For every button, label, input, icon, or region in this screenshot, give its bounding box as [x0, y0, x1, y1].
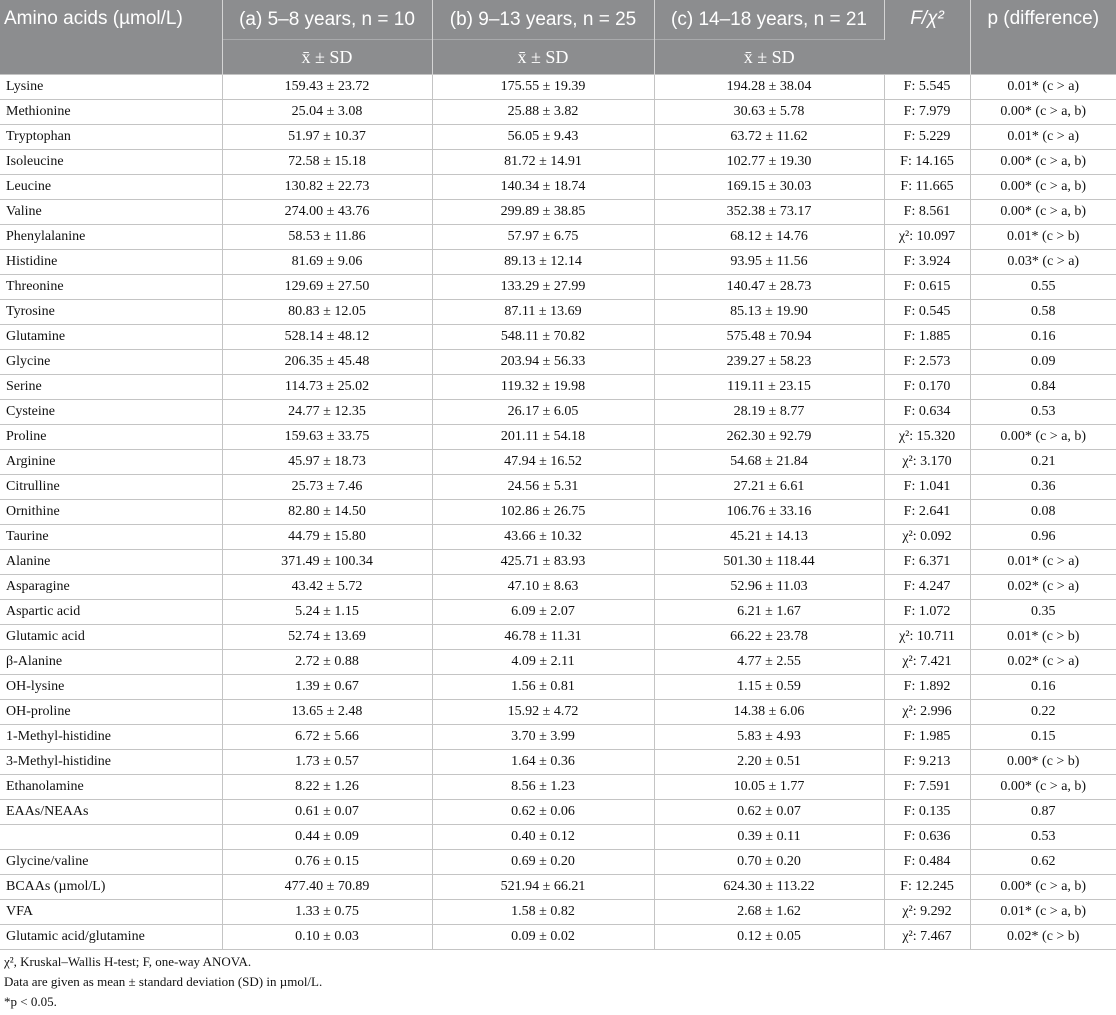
- table-row: [0, 650, 1116, 675]
- cell-group-b: 0.69 ± 0.20: [432, 850, 654, 875]
- cell-amino-acid: Threonine: [0, 275, 222, 300]
- cell-amino-acid: Valine: [0, 200, 222, 225]
- cell-test-statistic: F: 0.634: [884, 400, 970, 425]
- cell-group-c: 14.38 ± 6.06: [654, 700, 884, 725]
- cell-test-statistic: F: 14.165: [884, 150, 970, 175]
- cell-amino-acid: Glutamic acid/glutamine: [0, 925, 222, 950]
- cell-p-value: 0.01* (c > a): [970, 125, 1116, 150]
- cell-amino-acid: Tryptophan: [0, 125, 222, 150]
- cell-amino-acid: Glycine: [0, 350, 222, 375]
- cell-group-c: 2.68 ± 1.62: [654, 900, 884, 925]
- cell-group-a: 0.44 ± 0.09: [222, 825, 432, 850]
- cell-p-value: 0.96: [970, 525, 1116, 550]
- cell-amino-acid: 3-Methyl-histidine: [0, 750, 222, 775]
- table-row: [0, 500, 1116, 525]
- cell-group-a: 528.14 ± 48.12: [222, 325, 432, 350]
- cell-group-a: 1.33 ± 0.75: [222, 900, 432, 925]
- table-row: [0, 850, 1116, 875]
- table-row: [0, 750, 1116, 775]
- cell-group-b: 89.13 ± 12.14: [432, 250, 654, 275]
- cell-test-statistic: F: 6.371: [884, 550, 970, 575]
- cell-group-a: 0.10 ± 0.03: [222, 925, 432, 950]
- cell-group-c: 4.77 ± 2.55: [654, 650, 884, 675]
- table-row: [0, 675, 1116, 700]
- cell-group-a: 52.74 ± 13.69: [222, 625, 432, 650]
- cell-test-statistic: F: 2.573: [884, 350, 970, 375]
- table-row: [0, 625, 1116, 650]
- table-row: [0, 250, 1116, 275]
- cell-test-statistic: F: 1.041: [884, 475, 970, 500]
- cell-p-value: 0.21: [970, 450, 1116, 475]
- cell-test-statistic: F: 2.641: [884, 500, 970, 525]
- cell-test-statistic: χ²: 15.320: [884, 425, 970, 450]
- cell-group-a: 8.22 ± 1.26: [222, 775, 432, 800]
- table-footnotes: [0, 952, 1116, 1012]
- header-p-difference: p (difference): [970, 0, 1116, 75]
- cell-group-c: 102.77 ± 19.30: [654, 150, 884, 175]
- cell-amino-acid: 1-Methyl-histidine: [0, 725, 222, 750]
- cell-group-c: 624.30 ± 113.22: [654, 875, 884, 900]
- cell-p-value: 0.15: [970, 725, 1116, 750]
- cell-amino-acid: Serine: [0, 375, 222, 400]
- cell-group-b: 26.17 ± 6.05: [432, 400, 654, 425]
- cell-p-value: 0.00* (c > a, b): [970, 100, 1116, 125]
- cell-test-statistic: χ²: 3.170: [884, 450, 970, 475]
- cell-group-c: 262.30 ± 92.79: [654, 425, 884, 450]
- cell-group-c: 5.83 ± 4.93: [654, 725, 884, 750]
- table-row: [0, 875, 1116, 900]
- cell-group-a: 1.39 ± 0.67: [222, 675, 432, 700]
- subheader-group-b: x̄ ± SD: [432, 40, 654, 75]
- cell-test-statistic: F: 0.170: [884, 375, 970, 400]
- header-group-c: (c) 14–18 years, n = 21: [654, 0, 884, 40]
- cell-group-c: 0.39 ± 0.11: [654, 825, 884, 850]
- cell-group-c: 0.70 ± 0.20: [654, 850, 884, 875]
- cell-amino-acid: BCAAs (µmol/L): [0, 875, 222, 900]
- cell-test-statistic: F: 0.484: [884, 850, 970, 875]
- cell-group-a: 0.61 ± 0.07: [222, 800, 432, 825]
- cell-test-statistic: F: 0.545: [884, 300, 970, 325]
- table-body: [0, 75, 1116, 950]
- cell-group-c: 85.13 ± 19.90: [654, 300, 884, 325]
- table-row: [0, 450, 1116, 475]
- cell-group-c: 28.19 ± 8.77: [654, 400, 884, 425]
- header-test-statistic: F/χ²: [884, 0, 970, 75]
- cell-p-value: 0.00* (c > a, b): [970, 875, 1116, 900]
- cell-group-b: 425.71 ± 83.93: [432, 550, 654, 575]
- cell-group-a: 274.00 ± 43.76: [222, 200, 432, 225]
- cell-p-value: 0.01* (c > a): [970, 75, 1116, 100]
- cell-group-a: 25.04 ± 3.08: [222, 100, 432, 125]
- cell-group-a: 51.97 ± 10.37: [222, 125, 432, 150]
- cell-group-b: 25.88 ± 3.82: [432, 100, 654, 125]
- cell-group-a: 43.42 ± 5.72: [222, 575, 432, 600]
- cell-p-value: 0.02* (c > b): [970, 925, 1116, 950]
- cell-amino-acid: EAAs/NEAAs: [0, 800, 222, 825]
- table-row: [0, 925, 1116, 950]
- cell-group-c: 140.47 ± 28.73: [654, 275, 884, 300]
- table-row: [0, 300, 1116, 325]
- table-row: [0, 575, 1116, 600]
- cell-group-b: 8.56 ± 1.23: [432, 775, 654, 800]
- cell-amino-acid: Glycine/valine: [0, 850, 222, 875]
- cell-test-statistic: F: 5.545: [884, 75, 970, 100]
- cell-test-statistic: F: 1.892: [884, 675, 970, 700]
- cell-group-a: 44.79 ± 15.80: [222, 525, 432, 550]
- cell-p-value: 0.58: [970, 300, 1116, 325]
- cell-test-statistic: F: 9.213: [884, 750, 970, 775]
- cell-group-c: 10.05 ± 1.77: [654, 775, 884, 800]
- table-row: [0, 725, 1116, 750]
- cell-group-a: 129.69 ± 27.50: [222, 275, 432, 300]
- cell-test-statistic: F: 0.636: [884, 825, 970, 850]
- cell-p-value: 0.09: [970, 350, 1116, 375]
- header-group-a: (a) 5–8 years, n = 10: [222, 0, 432, 40]
- cell-p-value: 0.03* (c > a): [970, 250, 1116, 275]
- cell-group-a: 81.69 ± 9.06: [222, 250, 432, 275]
- cell-test-statistic: χ²: 10.097: [884, 225, 970, 250]
- cell-group-c: 45.21 ± 14.13: [654, 525, 884, 550]
- cell-p-value: 0.01* (c > b): [970, 225, 1116, 250]
- cell-p-value: 0.00* (c > a, b): [970, 775, 1116, 800]
- cell-group-a: 371.49 ± 100.34: [222, 550, 432, 575]
- cell-p-value: 0.16: [970, 675, 1116, 700]
- cell-group-b: 0.40 ± 0.12: [432, 825, 654, 850]
- table-row: [0, 150, 1116, 175]
- table-row: [0, 225, 1116, 250]
- cell-group-b: 1.64 ± 0.36: [432, 750, 654, 775]
- cell-group-b: 521.94 ± 66.21: [432, 875, 654, 900]
- table-row: [0, 475, 1116, 500]
- cell-group-c: 119.11 ± 23.15: [654, 375, 884, 400]
- table-row: [0, 425, 1116, 450]
- cell-p-value: 0.16: [970, 325, 1116, 350]
- cell-p-value: 0.53: [970, 825, 1116, 850]
- cell-group-c: 27.21 ± 6.61: [654, 475, 884, 500]
- cell-group-c: 54.68 ± 21.84: [654, 450, 884, 475]
- cell-group-a: 206.35 ± 45.48: [222, 350, 432, 375]
- cell-test-statistic: F: 1.885: [884, 325, 970, 350]
- cell-amino-acid: Lysine: [0, 75, 222, 100]
- cell-group-a: 82.80 ± 14.50: [222, 500, 432, 525]
- cell-test-statistic: F: 0.615: [884, 275, 970, 300]
- cell-group-b: 1.56 ± 0.81: [432, 675, 654, 700]
- cell-p-value: 0.01* (c > b): [970, 625, 1116, 650]
- cell-p-value: 0.00* (c > a, b): [970, 200, 1116, 225]
- cell-amino-acid: Taurine: [0, 525, 222, 550]
- cell-amino-acid: Citrulline: [0, 475, 222, 500]
- header-amino-acids: Amino acids (µmol/L): [0, 0, 222, 75]
- cell-amino-acid: Phenylalanine: [0, 225, 222, 250]
- header-group-b: (b) 9–13 years, n = 25: [432, 0, 654, 40]
- cell-group-c: 30.63 ± 5.78: [654, 100, 884, 125]
- cell-group-a: 1.73 ± 0.57: [222, 750, 432, 775]
- cell-test-statistic: χ²: 2.996: [884, 700, 970, 725]
- cell-p-value: 0.02* (c > a): [970, 575, 1116, 600]
- cell-p-value: 0.00* (c > a, b): [970, 425, 1116, 450]
- table-row: [0, 200, 1116, 225]
- cell-group-a: 159.43 ± 23.72: [222, 75, 432, 100]
- table-row: [0, 775, 1116, 800]
- cell-test-statistic: χ²: 0.092: [884, 525, 970, 550]
- cell-group-a: 24.77 ± 12.35: [222, 400, 432, 425]
- table-row: [0, 75, 1116, 100]
- cell-group-a: 58.53 ± 11.86: [222, 225, 432, 250]
- cell-group-a: 2.72 ± 0.88: [222, 650, 432, 675]
- cell-group-c: 0.12 ± 0.05: [654, 925, 884, 950]
- cell-test-statistic: F: 4.247: [884, 575, 970, 600]
- cell-p-value: 0.53: [970, 400, 1116, 425]
- cell-amino-acid: Ornithine: [0, 500, 222, 525]
- table-row: [0, 375, 1116, 400]
- cell-test-statistic: F: 1.072: [884, 600, 970, 625]
- cell-p-value: 0.36: [970, 475, 1116, 500]
- cell-amino-acid: Leucine: [0, 175, 222, 200]
- cell-group-c: 52.96 ± 11.03: [654, 575, 884, 600]
- cell-group-b: 201.11 ± 54.18: [432, 425, 654, 450]
- cell-group-b: 299.89 ± 38.85: [432, 200, 654, 225]
- cell-p-value: 0.22: [970, 700, 1116, 725]
- cell-test-statistic: F: 0.135: [884, 800, 970, 825]
- cell-group-b: 46.78 ± 11.31: [432, 625, 654, 650]
- cell-group-a: 130.82 ± 22.73: [222, 175, 432, 200]
- cell-test-statistic: χ²: 7.421: [884, 650, 970, 675]
- cell-group-c: 93.95 ± 11.56: [654, 250, 884, 275]
- cell-test-statistic: F: 8.561: [884, 200, 970, 225]
- cell-group-a: 72.58 ± 15.18: [222, 150, 432, 175]
- cell-group-b: 43.66 ± 10.32: [432, 525, 654, 550]
- cell-group-b: 4.09 ± 2.11: [432, 650, 654, 675]
- subheader-group-a: x̄ ± SD: [222, 40, 432, 75]
- cell-group-b: 140.34 ± 18.74: [432, 175, 654, 200]
- cell-group-a: 5.24 ± 1.15: [222, 600, 432, 625]
- cell-test-statistic: F: 3.924: [884, 250, 970, 275]
- cell-group-c: 239.27 ± 58.23: [654, 350, 884, 375]
- cell-amino-acid: Histidine: [0, 250, 222, 275]
- cell-group-c: 66.22 ± 23.78: [654, 625, 884, 650]
- table-row: [0, 100, 1116, 125]
- cell-p-value: 0.08: [970, 500, 1116, 525]
- cell-group-b: 57.97 ± 6.75: [432, 225, 654, 250]
- cell-group-a: 25.73 ± 7.46: [222, 475, 432, 500]
- cell-group-b: 87.11 ± 13.69: [432, 300, 654, 325]
- cell-test-statistic: χ²: 7.467: [884, 925, 970, 950]
- cell-group-b: 56.05 ± 9.43: [432, 125, 654, 150]
- cell-p-value: 0.87: [970, 800, 1116, 825]
- cell-group-c: 501.30 ± 118.44: [654, 550, 884, 575]
- cell-group-a: 45.97 ± 18.73: [222, 450, 432, 475]
- cell-test-statistic: F: 5.229: [884, 125, 970, 150]
- cell-p-value: 0.00* (c > b): [970, 750, 1116, 775]
- cell-amino-acid: [0, 825, 222, 850]
- cell-group-b: 3.70 ± 3.99: [432, 725, 654, 750]
- cell-p-value: 0.35: [970, 600, 1116, 625]
- cell-group-a: 159.63 ± 33.75: [222, 425, 432, 450]
- table-row: [0, 800, 1116, 825]
- cell-group-b: 119.32 ± 19.98: [432, 375, 654, 400]
- cell-test-statistic: F: 12.245: [884, 875, 970, 900]
- cell-group-c: 2.20 ± 0.51: [654, 750, 884, 775]
- cell-amino-acid: Glutamine: [0, 325, 222, 350]
- table-row: [0, 825, 1116, 850]
- cell-group-b: 47.94 ± 16.52: [432, 450, 654, 475]
- cell-test-statistic: χ²: 9.292: [884, 900, 970, 925]
- cell-p-value: 0.84: [970, 375, 1116, 400]
- cell-group-b: 102.86 ± 26.75: [432, 500, 654, 525]
- cell-group-c: 1.15 ± 0.59: [654, 675, 884, 700]
- cell-amino-acid: Aspartic acid: [0, 600, 222, 625]
- table-row: [0, 125, 1116, 150]
- table-row: [0, 350, 1116, 375]
- cell-amino-acid: Arginine: [0, 450, 222, 475]
- cell-amino-acid: Cysteine: [0, 400, 222, 425]
- cell-group-c: 63.72 ± 11.62: [654, 125, 884, 150]
- cell-group-c: 575.48 ± 70.94: [654, 325, 884, 350]
- cell-p-value: 0.55: [970, 275, 1116, 300]
- cell-group-b: 0.09 ± 0.02: [432, 925, 654, 950]
- cell-amino-acid: OH-lysine: [0, 675, 222, 700]
- subheader-group-c: x̄ ± SD: [654, 40, 884, 75]
- table-row: [0, 325, 1116, 350]
- cell-group-b: 24.56 ± 5.31: [432, 475, 654, 500]
- cell-test-statistic: χ²: 10.711: [884, 625, 970, 650]
- cell-group-c: 352.38 ± 73.17: [654, 200, 884, 225]
- cell-amino-acid: Asparagine: [0, 575, 222, 600]
- cell-p-value: 0.02* (c > a): [970, 650, 1116, 675]
- cell-group-b: 1.58 ± 0.82: [432, 900, 654, 925]
- cell-group-a: 114.73 ± 25.02: [222, 375, 432, 400]
- footnote-data-format: Data are given as mean ± standard deviation (SD) in µmol/L.: [4, 974, 323, 989]
- cell-p-value: 0.00* (c > a, b): [970, 150, 1116, 175]
- cell-amino-acid: Alanine: [0, 550, 222, 575]
- cell-p-value: 0.01* (c > a, b): [970, 900, 1116, 925]
- cell-test-statistic: F: 7.591: [884, 775, 970, 800]
- table-row: [0, 700, 1116, 725]
- cell-amino-acid: Glutamic acid: [0, 625, 222, 650]
- table-row: [0, 175, 1116, 200]
- cell-test-statistic: F: 1.985: [884, 725, 970, 750]
- cell-test-statistic: F: 11.665: [884, 175, 970, 200]
- cell-p-value: 0.62: [970, 850, 1116, 875]
- cell-amino-acid: Proline: [0, 425, 222, 450]
- footnote-tests: χ², Kruskal–Wallis H-test; F, one-way ANOVA.: [4, 954, 252, 969]
- table-row: [0, 400, 1116, 425]
- cell-amino-acid: Ethanolamine: [0, 775, 222, 800]
- cell-group-c: 194.28 ± 38.04: [654, 75, 884, 100]
- table-row: [0, 600, 1116, 625]
- cell-group-b: 47.10 ± 8.63: [432, 575, 654, 600]
- cell-amino-acid: β-Alanine: [0, 650, 222, 675]
- cell-group-c: 169.15 ± 30.03: [654, 175, 884, 200]
- cell-group-b: 203.94 ± 56.33: [432, 350, 654, 375]
- cell-amino-acid: Tyrosine: [0, 300, 222, 325]
- cell-amino-acid: OH-proline: [0, 700, 222, 725]
- cell-group-c: 106.76 ± 33.16: [654, 500, 884, 525]
- cell-group-b: 175.55 ± 19.39: [432, 75, 654, 100]
- cell-group-b: 81.72 ± 14.91: [432, 150, 654, 175]
- cell-group-b: 0.62 ± 0.06: [432, 800, 654, 825]
- table-row: [0, 275, 1116, 300]
- cell-test-statistic: F: 7.979: [884, 100, 970, 125]
- cell-group-c: 6.21 ± 1.67: [654, 600, 884, 625]
- cell-group-a: 80.83 ± 12.05: [222, 300, 432, 325]
- cell-group-b: 15.92 ± 4.72: [432, 700, 654, 725]
- footnote-significance: *p < 0.05.: [4, 994, 57, 1009]
- cell-amino-acid: VFA: [0, 900, 222, 925]
- cell-group-a: 6.72 ± 5.66: [222, 725, 432, 750]
- cell-amino-acid: Methionine: [0, 100, 222, 125]
- table-row: [0, 550, 1116, 575]
- cell-group-a: 13.65 ± 2.48: [222, 700, 432, 725]
- cell-p-value: 0.01* (c > a): [970, 550, 1116, 575]
- cell-group-a: 477.40 ± 70.89: [222, 875, 432, 900]
- table-row: [0, 900, 1116, 925]
- cell-group-c: 68.12 ± 14.76: [654, 225, 884, 250]
- cell-group-b: 6.09 ± 2.07: [432, 600, 654, 625]
- table-row: [0, 525, 1116, 550]
- cell-group-c: 0.62 ± 0.07: [654, 800, 884, 825]
- cell-amino-acid: Isoleucine: [0, 150, 222, 175]
- cell-group-b: 548.11 ± 70.82: [432, 325, 654, 350]
- cell-group-a: 0.76 ± 0.15: [222, 850, 432, 875]
- cell-group-b: 133.29 ± 27.99: [432, 275, 654, 300]
- cell-p-value: 0.00* (c > a, b): [970, 175, 1116, 200]
